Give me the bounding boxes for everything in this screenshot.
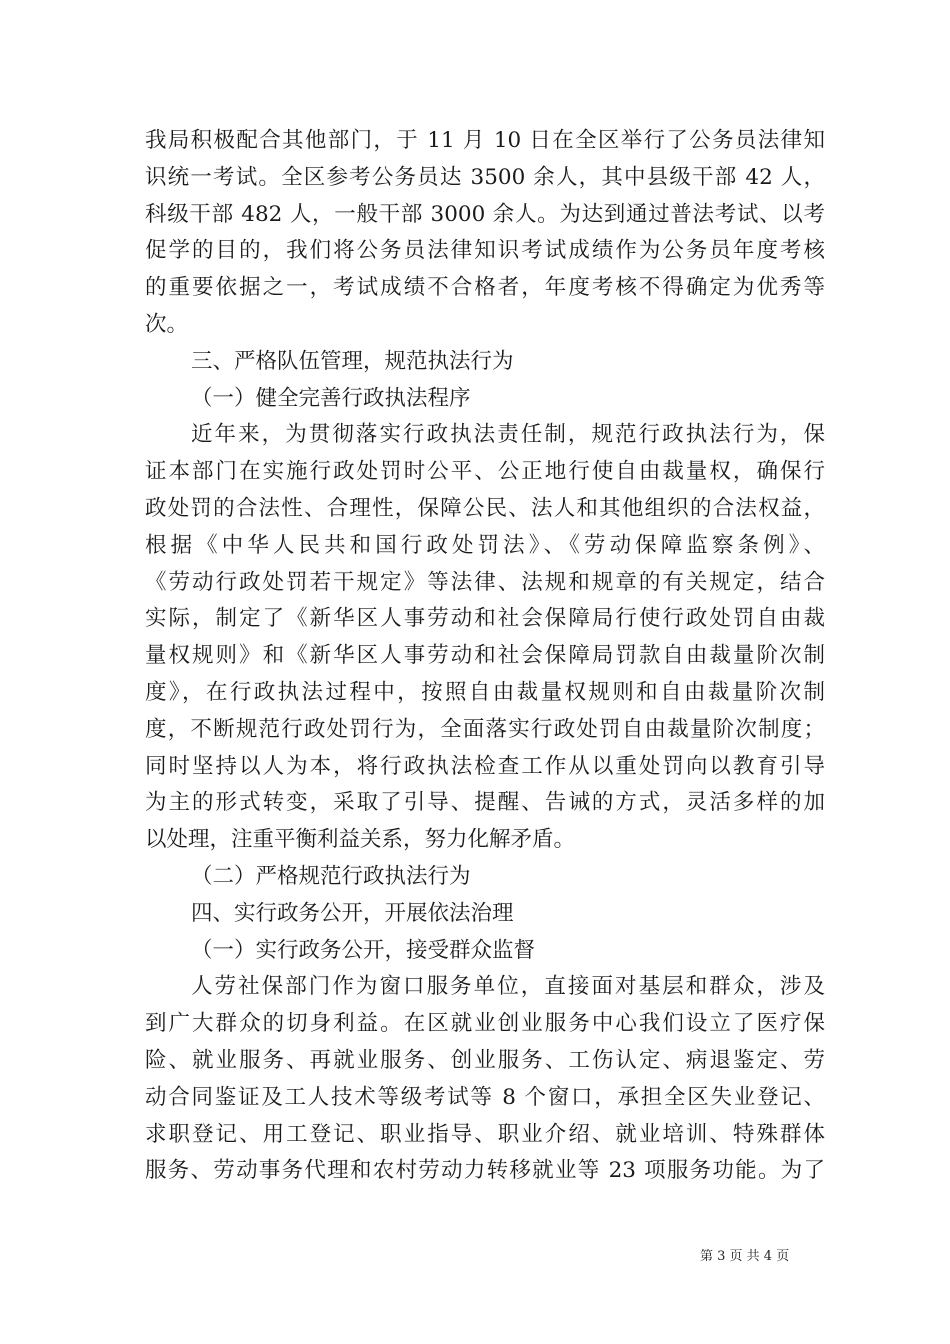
text-line: 为主的形式转变，采取了引导、提醒、告诫的方式，灵活多样的加	[145, 790, 825, 816]
text-line: 《劳动行政处罚若干规定》等法律、法规和规章的有关规定，结合	[145, 569, 825, 595]
text-line: 求职登记、用工登记、职业指导、职业介绍、就业培训、特殊群体	[145, 1121, 825, 1147]
text-line: 量权规则》和《新华区人事劳动和社会保障局罚款自由裁量阶次制	[145, 643, 825, 669]
text-line: 识统一考试。全区参考公务员达 3500 余人，其中县级干部 42 人，	[145, 164, 825, 190]
text-line: 政处罚的合法性、合理性，保障公民、法人和其他组织的合法权益，	[145, 495, 825, 521]
text-line: 证本部门在实施行政处罚时公平、公正地行使自由裁量权，确保行	[145, 459, 825, 485]
text-line: 促学的目的，我们将公务员法律知识考试成绩作为公务员年度考核	[145, 238, 825, 264]
section-heading: 四、实行政务公开，开展依法治理	[191, 900, 514, 926]
text-line: 动合同鉴证及工人技术等级考试等 8 个窗口，承担全区失业登记、	[145, 1084, 825, 1110]
document-body	[145, 123, 825, 1190]
subsection-heading: （一）实行政务公开，接受群众监督	[191, 937, 536, 963]
text-line: 次。	[145, 311, 189, 337]
text-line: 实际，制定了《新华区人事劳动和社会保障局行使行政处罚自由裁	[145, 606, 825, 632]
text-line: 科级干部 482 人，一般干部 3000 余人。为达到通过普法考试、以考	[145, 201, 825, 227]
text-line: 到广大群众的切身利益。在区就业创业服务中心我们设立了医疗保	[145, 1011, 825, 1037]
text-line: 的重要依据之一，考试成绩不合格者，年度考核不得确定为优秀等	[145, 275, 825, 301]
subsection-heading: （一）健全完善行政执法程序	[191, 385, 471, 411]
text-line: 以处理，注重平衡利益关系，努力化解矛盾。	[145, 827, 576, 853]
subsection-heading: （二）严格规范行政执法行为	[191, 863, 471, 889]
text-line: 人劳社保部门作为窗口服务单位，直接面对基层和群众，涉及	[191, 974, 825, 1000]
text-line: 度》，在行政执法过程中，按照自由裁量权规则和自由裁量阶次制	[145, 679, 825, 705]
text-line: 近年来，为贯彻落实行政执法责任制，规范行政执法行为，保	[191, 422, 825, 448]
text-line: 同时坚持以人为本，将行政执法检查工作从以重处罚向以教育引导	[145, 753, 825, 779]
text-line: 险、就业服务、再就业服务、创业服务、工伤认定、病退鉴定、劳	[145, 1047, 825, 1073]
text-line: 服务、劳动事务代理和农村劳动力转移就业等 23 项服务功能。为了	[145, 1158, 825, 1184]
text-line: 我局积极配合其他部门，于 11 月 10 日在全区举行了公务员法律知	[145, 128, 825, 153]
text-line: 度，不断规范行政处罚行为，全面落实行政处罚自由裁量阶次制度；	[145, 716, 825, 742]
section-heading: 三、严格队伍管理，规范执法行为	[191, 348, 514, 374]
text-line: 根据《中华人民共和国行政处罚法》、《劳动保障监察条例》、	[145, 532, 825, 558]
page-number: 第 3 页 共 4 页	[700, 1249, 790, 1264]
